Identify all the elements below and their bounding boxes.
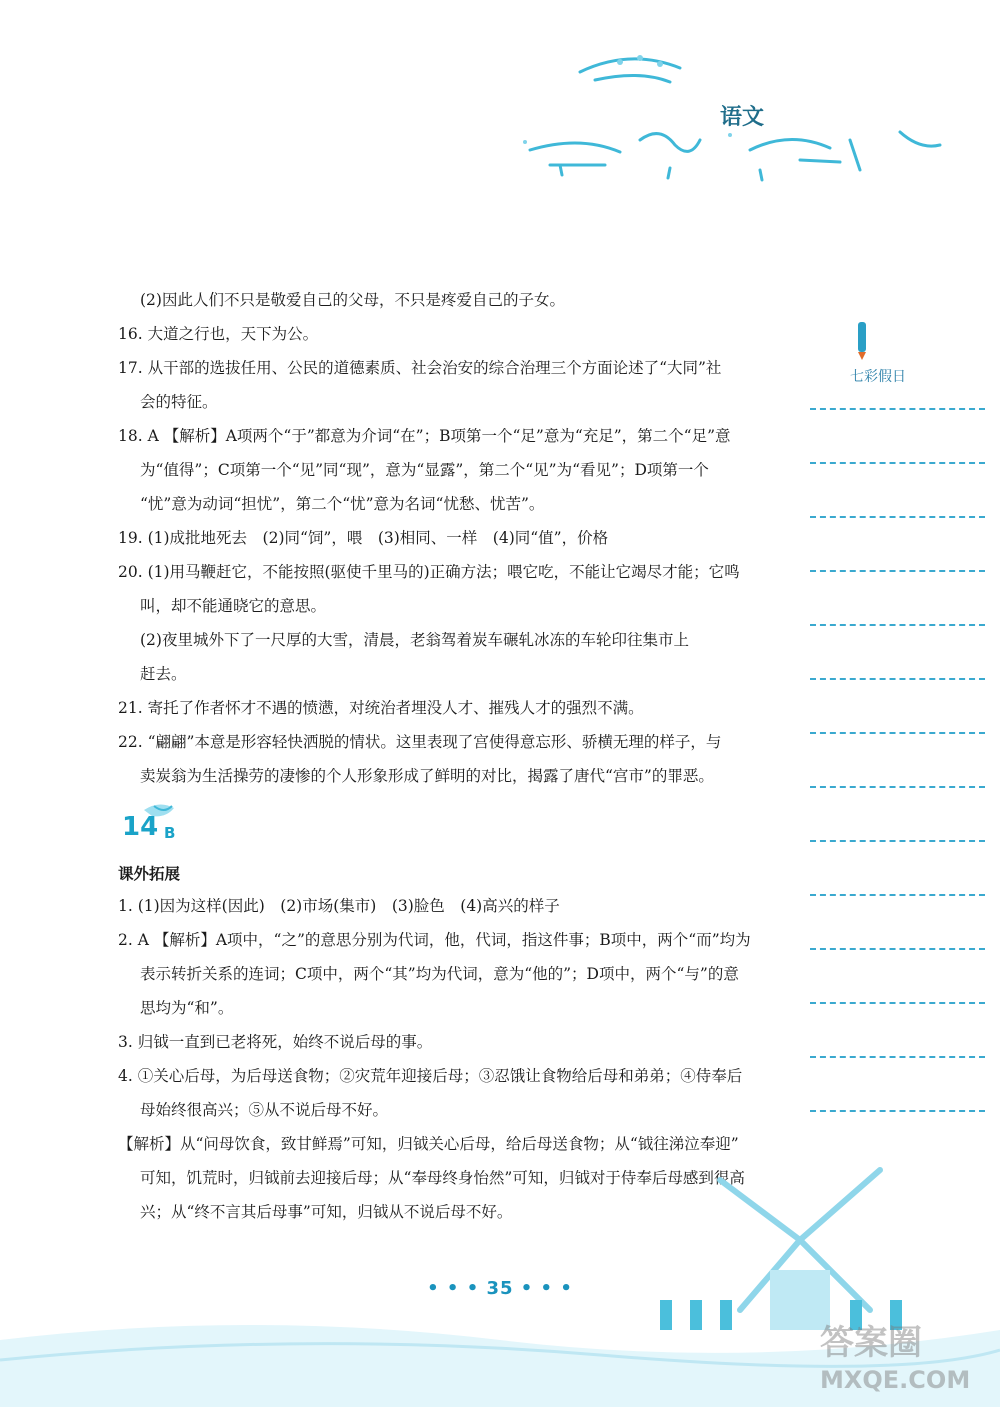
answer-line: “忧”意为动词“担忧”，第二个“忧”意为名词“忧愁、忧苦”。 — [140, 495, 545, 513]
note-line — [810, 624, 985, 626]
answer-line: 20. (1)用马鞭赶它，不能按照(驱使千里马的)正确方法；喂它吃，不能让它竭尽才能；它鸣 — [118, 563, 740, 581]
note-line — [810, 570, 985, 572]
watermark-logo: 答案圈 — [820, 1323, 922, 1363]
note-line — [810, 786, 985, 788]
answer-line: 兴；从“终不言其后母事”可知，归钺从不说后母不好。 — [140, 1203, 513, 1221]
answer-line: 21. 寄托了作者怀才不遇的愤懑，对统治者埋没人才、摧残人才的强烈不满。 — [118, 699, 644, 717]
answer-line: 1. (1)因为这样(因此) (2)市场(集市) (3)脸色 (4)高兴的样子 — [118, 897, 560, 915]
answer-line: 叫，却不能通晓它的意思。 — [140, 597, 327, 615]
section-number: 14 — [122, 812, 159, 842]
answer-line: 思均为“和”。 — [140, 999, 234, 1017]
note-line — [810, 732, 985, 734]
answer-line: 母始终很高兴；⑤从不说后母不好。 — [140, 1101, 389, 1119]
answer-line: 2. A 【解析】A项中，“之”的意思分别为代词，他，代词，指这件事；B项中，两个“而”均为 — [118, 931, 751, 949]
note-line — [810, 894, 985, 896]
answer-line: 会的特征。 — [140, 393, 218, 411]
note-line — [810, 840, 985, 842]
answer-line: 卖炭翁为生活操劳的凄惨的个人形象形成了鲜明的对比，揭露了唐代“宫市”的罪恶。 — [140, 767, 714, 785]
answer-line: (2)夜里城外下了一尺厚的大雪，清晨，老翁驾着炭车碾轧冰冻的车轮印往集市上 — [140, 631, 689, 649]
answer-line: 赶去。 — [140, 665, 187, 683]
answer-line: 4. ①关心后母，为后母送食物；②灾荒年迎接后母；③忍饿让食物给后母和弟弟；④侍奉后 — [118, 1067, 743, 1085]
answer-line: 可知，饥荒时，归钺前去迎接后母；从“奉母终身怡然”可知，归钺对于侍奉后母感到很高 — [140, 1169, 745, 1187]
page-number: • • • 35 • • • — [427, 1278, 573, 1299]
note-line — [810, 948, 985, 950]
section-badge — [114, 800, 194, 850]
note-line — [810, 462, 985, 464]
section-letter: B — [164, 824, 176, 842]
sidebar-title: 七彩假日 — [850, 369, 906, 385]
answer-line: 【解析】从“问母饮食，致甘鲜焉”可知，归钺关心后母，给后母送食物；从“钺往涕泣奉迎” — [118, 1135, 739, 1153]
answer-line: 3. 归钺一直到已老将死，始终不说后母的事。 — [118, 1033, 433, 1051]
note-line — [810, 1056, 985, 1058]
watermark-url: MXQE.COM — [820, 1366, 971, 1394]
note-line — [810, 408, 985, 410]
note-line — [810, 678, 985, 680]
answer-line: 19. (1)成批地死去 (2)同“饲”，喂 (3)相同、一样 (4)同“值”，价格 — [118, 529, 609, 547]
answer-line: 表示转折关系的连词；C项中，两个“其”均为代词，意为“他的”；D项中，两个“与”的意 — [140, 965, 739, 983]
answer-line: (2)因此人们不只是敬爱自己的父母，不只是疼爱自己的子女。 — [140, 291, 565, 309]
section-heading: 课外拓展 — [118, 865, 181, 883]
answer-line: 为“值得”；C项第一个“见”同“现”，意为“显露”，第二个“见”为“看见”；D项第一个 — [140, 461, 709, 479]
note-line — [810, 516, 985, 518]
pen-icon — [853, 320, 871, 362]
subject-label: 语文 — [720, 105, 765, 130]
note-line — [810, 1110, 985, 1112]
answer-line: 22. “翩翩”本意是形容轻快洒脱的情状。这里表现了宫使得意忘形、骄横无理的样子，与 — [118, 733, 722, 751]
answer-line: 17. 从干部的选拔任用、公民的道德素质、社会治安的综合治理三个方面论述了“大同”社 — [118, 359, 722, 377]
note-line — [810, 1002, 985, 1004]
answer-line: 16. 大道之行也，天下为公。 — [118, 325, 319, 343]
answer-line: 18. A 【解析】A项两个“于”都意为介词“在”；B项第一个“足”意为“充足”，第二个“足”意 — [118, 427, 731, 445]
